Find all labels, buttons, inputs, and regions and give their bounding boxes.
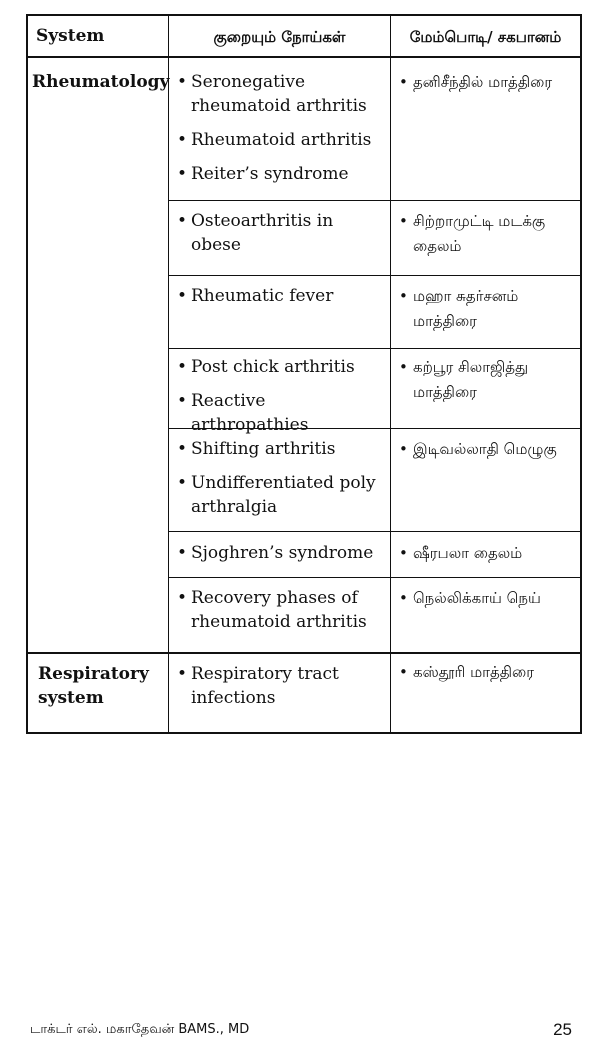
condition-item: • Recovery phases of rheumatoid arthritis [175, 586, 384, 634]
condition-item: • Reactive arthropathies [175, 389, 384, 437]
table-row [169, 58, 580, 200]
system-respiratory: Respiratory system [28, 654, 169, 732]
condition-item: • Rheumatoid arthritis [175, 128, 384, 152]
remedy-table [26, 14, 582, 734]
page-number: 25 [553, 1020, 572, 1039]
condition-item: • Rheumatic fever [175, 284, 384, 308]
table-row [169, 577, 580, 652]
table-section-rheumatology [28, 56, 580, 652]
condition-item: • Osteoarthritis in obese [175, 209, 384, 257]
condition-item: • Sjoghren’s syndrome [175, 541, 384, 565]
remedy-item: • நெல்லிக்காய் நெய் [397, 586, 574, 611]
header-remedy: மேம்பொடி/ சகபானம் [409, 28, 562, 46]
table-section-respiratory [28, 652, 580, 732]
condition-item: • Undifferentiated poly arthralgia [175, 471, 384, 519]
condition-item: • Respiratory tract infections [175, 662, 384, 710]
footer-author: டாக்டர் எல். மகாதேவன் BAMS., MD [30, 1022, 250, 1037]
remedy-item: • மஹா சுதர்சனம் மாத்திரை [397, 284, 574, 334]
table-header-row [28, 16, 580, 56]
remedy-item: • கஸ்தூரி மாத்திரை [397, 660, 574, 685]
header-diseases: குறையும் நோய்கள் [169, 16, 391, 56]
table-row [169, 348, 580, 435]
table-row [169, 531, 580, 577]
remedy-item: • கற்பூர சிலாஜித்து மாத்திரை [397, 355, 574, 405]
section-rows [169, 58, 580, 652]
remedy-item: • தனிசீந்தில் மாத்திரை [397, 70, 574, 95]
header-system: System [28, 16, 169, 56]
condition-item: • Reiter’s syndrome [175, 162, 384, 186]
condition-item: • Post chick arthritis [175, 355, 384, 379]
table-row [169, 200, 580, 275]
condition-item: • Shifting arthritis [175, 437, 384, 461]
remedy-item: • ஷீரபலா தைலம் [397, 541, 574, 566]
remedy-item: • சிற்றாமுட்டி மடக்கு தைலம் [397, 209, 574, 259]
remedy-item: • இடிவல்லாதி மெழுகு [397, 437, 574, 462]
table-row [169, 275, 580, 348]
condition-item: • Seronegative rheumatoid arthritis [175, 70, 384, 118]
table-row [169, 428, 580, 531]
system-rheumatology: Rheumatology [28, 58, 169, 652]
